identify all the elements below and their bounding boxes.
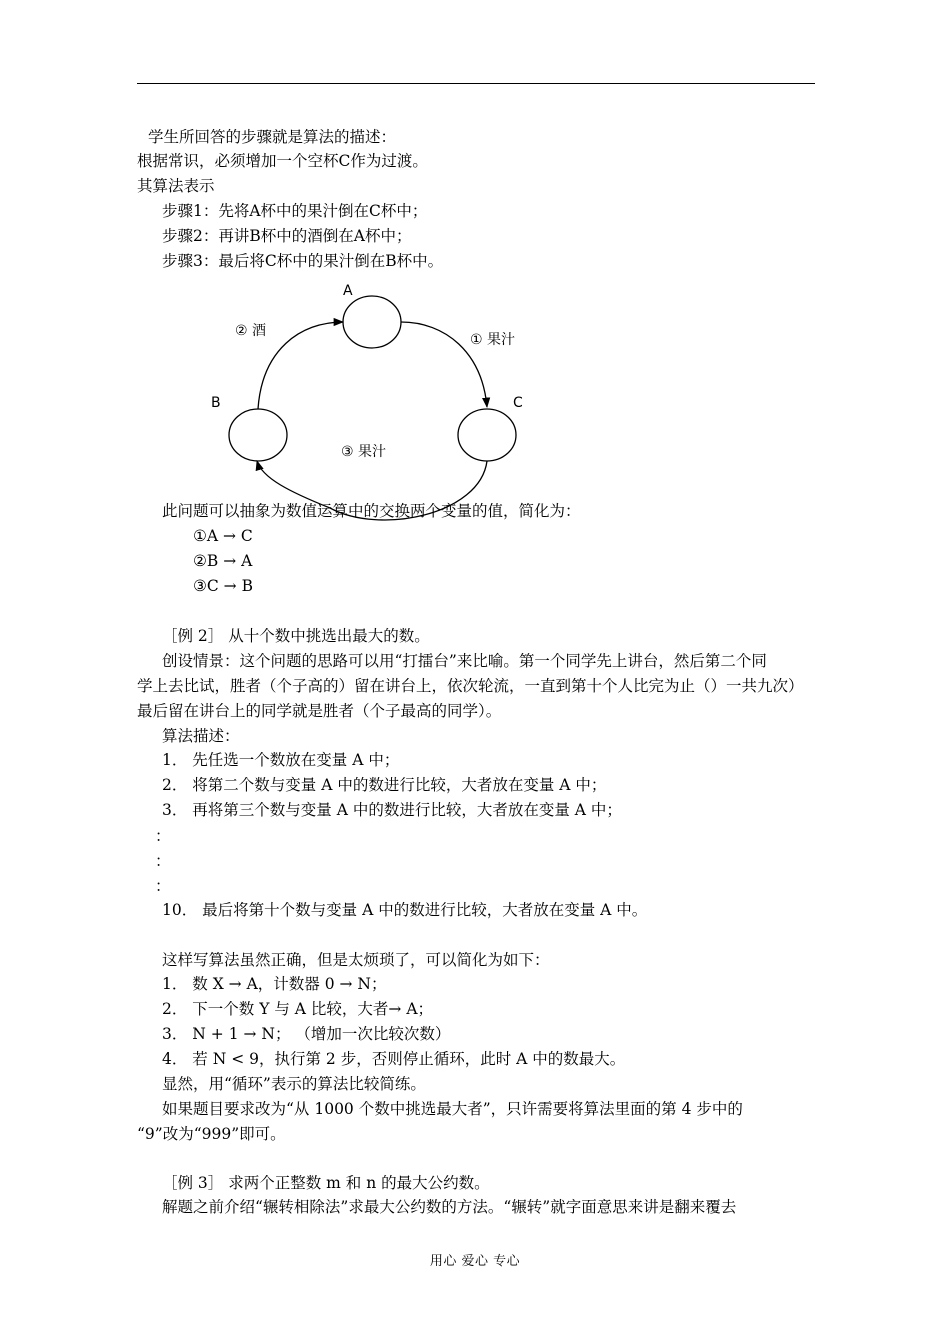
algorithm-description-label: 算法描述： (162, 727, 240, 745)
label-edge-juice-1: ① 果汁 (470, 332, 516, 348)
ellipsis-dot-3: ： (155, 877, 171, 895)
page-footer: 用心 爱心 专心 (429, 1254, 521, 1269)
simplify-intro: 这样写算法虽然正确，但是太烦琐了，可以简化为如下： (162, 951, 550, 969)
step-1: 步骤1：先将A杯中的果汁倒在C杯中； (162, 202, 428, 220)
simplified-step-1: 1． 数 X → A，计数器 0 → N； (162, 975, 387, 993)
example-2-para-1: 创设情景：这个问题的思路可以用“打擂台”来比喻。第一个同学先上讲台，然后第二个同 (162, 652, 767, 670)
algorithm-step-10: 10． 最后将第十个数与变量 A 中的数进行比较，大者放在变量 A 中。 (162, 901, 648, 919)
step-2: 步骤2：再讲B杯中的酒倒在A杯中； (162, 227, 412, 245)
cup-a-node (343, 296, 401, 348)
swap-step-3: ③C → B (193, 577, 253, 595)
abstract-line: 此问题可以抽象为数值运算中的交换两个变量的值，简化为： (162, 502, 581, 520)
swap-step-2: ②B → A (193, 552, 253, 570)
simplified-step-4: 4． 若 N < 9，执行第 2 步，否则停止循环，此时 A 中的数最大。 (162, 1050, 626, 1068)
ellipsis-dot-1: ： (155, 827, 171, 845)
label-edge-wine-2: ② 酒 (235, 323, 267, 339)
conclusion-line-3: “9”改为“999”即可。 (137, 1125, 286, 1143)
label-edge-juice-3: ③ 果汁 (341, 444, 387, 460)
example-3-title: ［例 3］ 求两个正整数 m 和 n 的最大公约数。 (162, 1174, 490, 1192)
algorithm-step-2: 2． 将第二个数与变量 A 中的数进行比较，大者放在变量 A 中； (162, 776, 607, 794)
simplified-step-2: 2． 下一个数 Y 与 A 比较，大者→ A； (162, 1000, 434, 1018)
swap-step-1: ①A → C (193, 527, 253, 545)
label-cup-b: B (211, 395, 221, 411)
example-2-para-3: 最后留在讲台上的同学就是胜者（个子最高的同学）。 (137, 702, 502, 720)
step-3: 步骤3：最后将C杯中的果汁倒在B杯中。 (162, 252, 444, 270)
intro-line-3: 其算法表示 (137, 177, 215, 195)
simplified-step-3: 3． N + 1 → N； （增加一次比较次数） (162, 1025, 451, 1043)
ellipsis-dot-2: ： (155, 852, 171, 870)
example-2-para-2: 学上去比试，胜者（个子高的）留在讲台上，依次轮流，一直到第十个人比完为止（）一共九次） (137, 677, 804, 695)
conclusion-line-2: 如果题目要求改为“从 1000 个数中挑选最大者”，只许需要将算法里面的第 4 步中的 (162, 1100, 743, 1118)
label-cup-c: C (513, 395, 523, 411)
cup-c-node (458, 409, 516, 461)
label-cup-a: A (343, 283, 353, 299)
arrow-b-to-a (258, 322, 343, 409)
example-3-para-1: 解题之前介绍“辗转相除法”求最大公约数的方法。“辗转”就字面意思来讲是翻来覆去 (162, 1198, 737, 1216)
intro-line-1: 学生所回答的步骤就是算法的描述： (148, 128, 397, 146)
intro-line-2: 根据常识，必须增加一个空杯C作为过渡。 (137, 152, 428, 170)
example-2-title: ［例 2］ 从十个数中挑选出最大的数。 (162, 627, 430, 645)
conclusion-line-1: 显然，用“循环”表示的算法比较简练。 (162, 1075, 426, 1093)
algorithm-step-3: 3． 再将第三个数与变量 A 中的数进行比较，大者放在变量 A 中； (162, 801, 622, 819)
cup-b-node (229, 409, 287, 461)
algorithm-step-1: 1． 先任选一个数放在变量 A 中； (162, 751, 400, 769)
